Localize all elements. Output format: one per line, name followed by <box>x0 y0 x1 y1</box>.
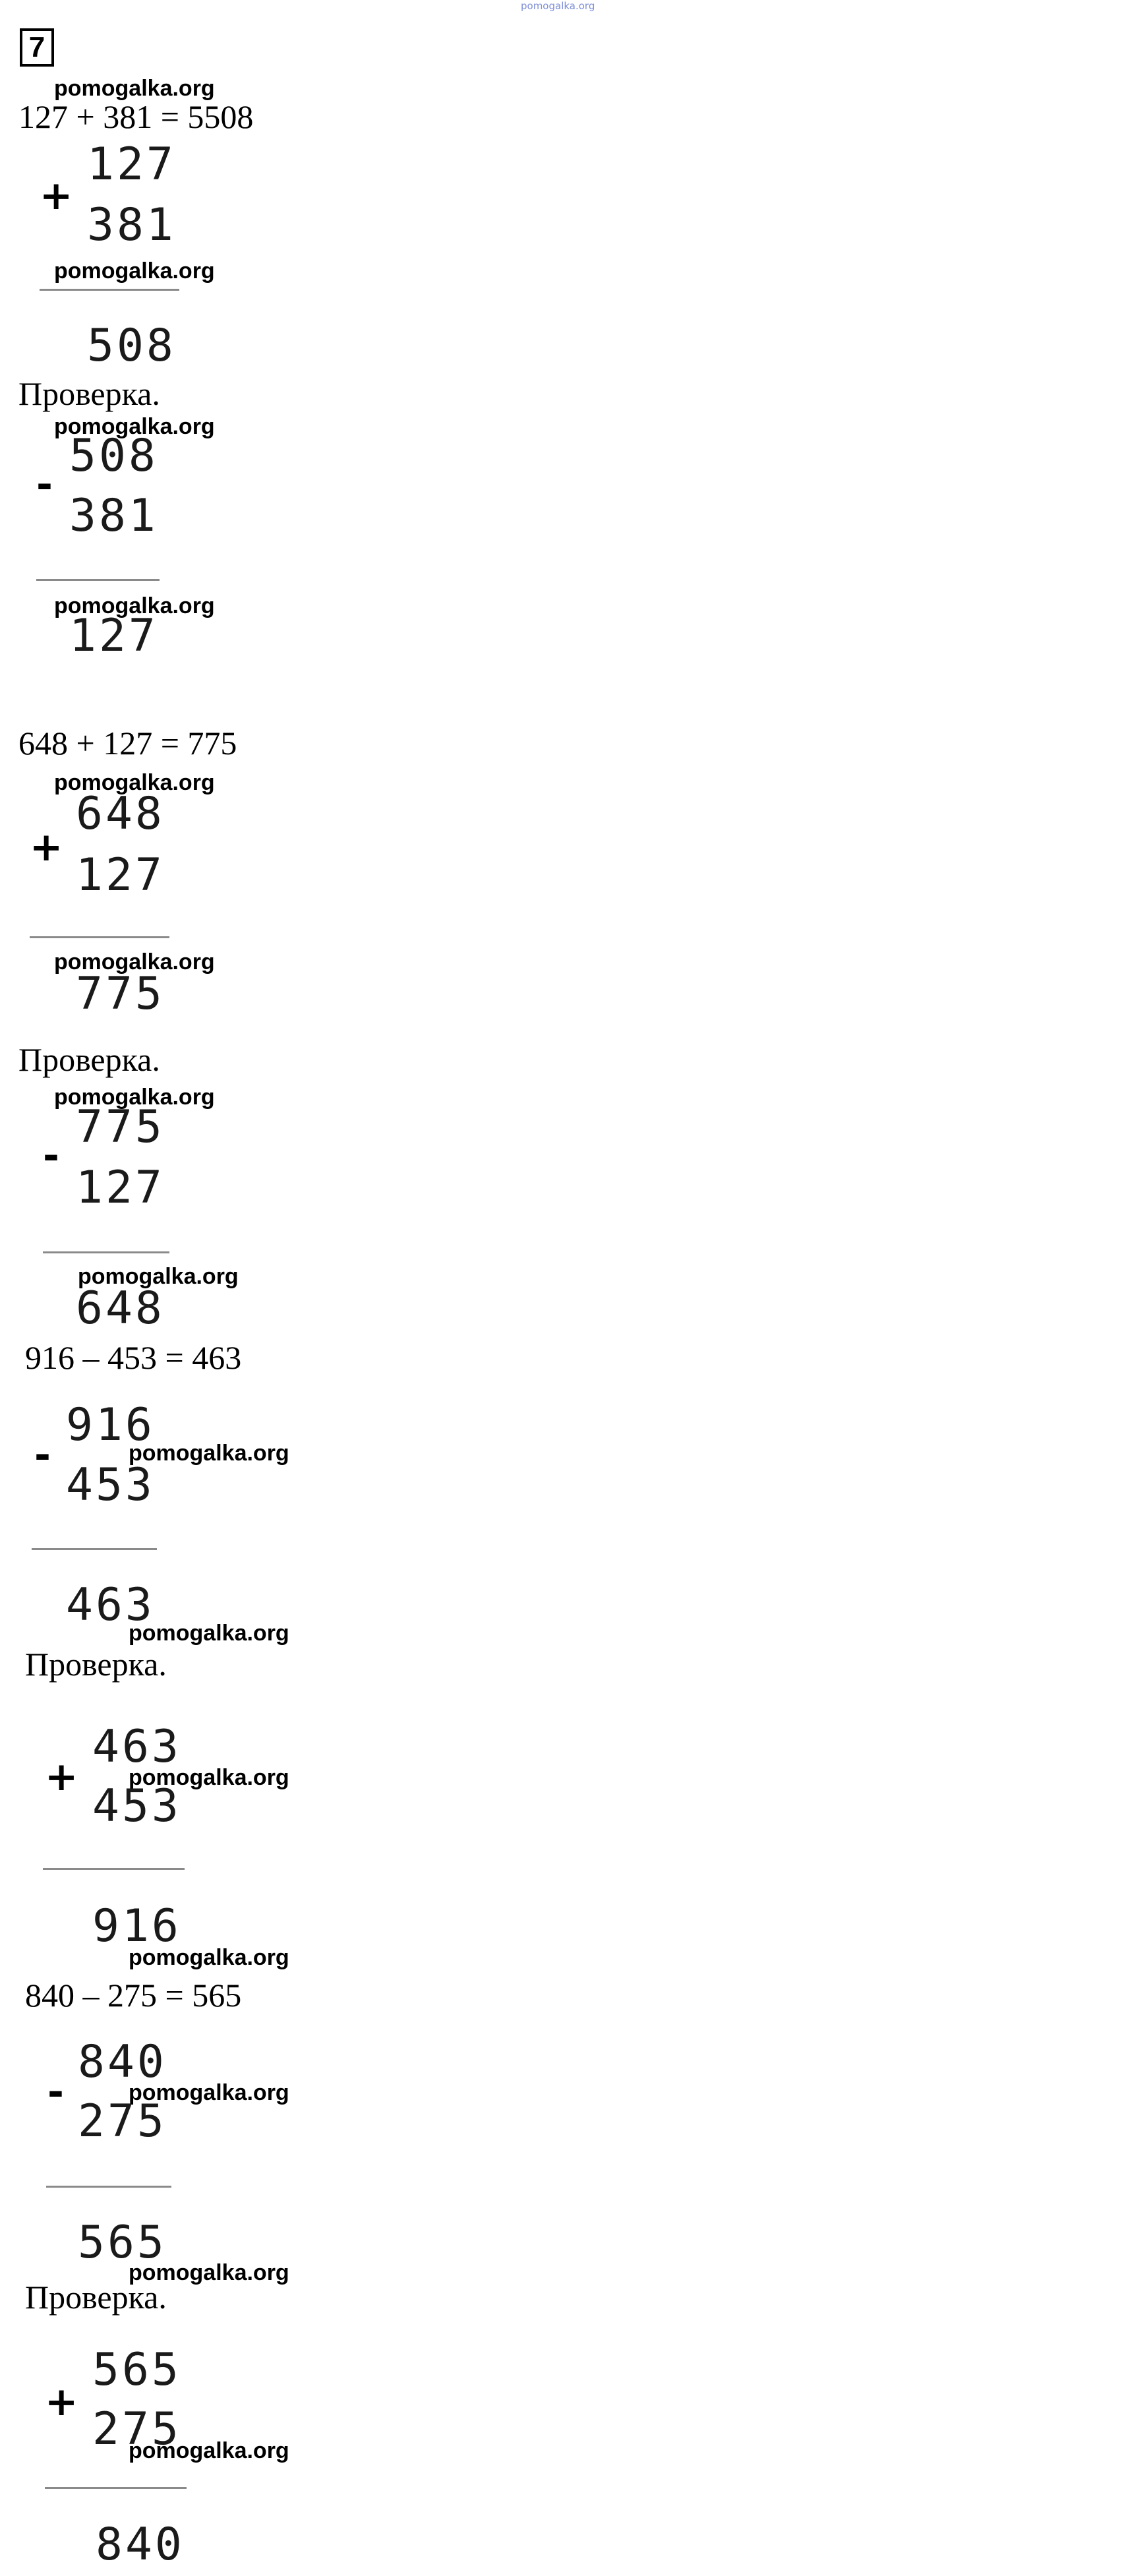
operator-sign: + <box>45 2379 78 2425</box>
operator-sign: + <box>40 173 73 219</box>
result: 916 <box>92 1900 181 1952</box>
difference-line <box>36 579 160 581</box>
equation-4: 840 – 275 = 565 <box>25 1977 242 2014</box>
check-label: Проверка. <box>25 2279 167 2316</box>
operator-sign: + <box>45 1754 78 1800</box>
task-number: 7 <box>28 31 45 63</box>
check-label: Проверка. <box>18 375 160 412</box>
addend-bottom: 127 <box>76 849 165 901</box>
subtrahend: 127 <box>76 1162 165 1214</box>
watermark: pomogalka.org <box>129 1765 289 1790</box>
watermark: pomogalka.org <box>54 76 215 101</box>
addend-bottom: 453 <box>92 1780 181 1832</box>
result: 463 <box>66 1579 155 1631</box>
operator-sign: - <box>43 1133 59 1179</box>
watermark: pomogalka.org <box>54 258 215 284</box>
watermark: pomogalka.org <box>54 770 215 795</box>
sum-line <box>30 936 169 938</box>
watermark: pomogalka.org <box>129 1441 289 1466</box>
minuend: 508 <box>69 430 158 482</box>
subtrahend: 453 <box>66 1459 155 1511</box>
addend-bottom: 381 <box>87 199 176 251</box>
subtrahend: 381 <box>69 490 158 542</box>
operator-sign: - <box>36 462 53 508</box>
watermark: pomogalka.org <box>129 1621 289 1646</box>
result: 840 <box>96 2519 185 2571</box>
difference-line <box>43 1251 169 1253</box>
operator-sign: + <box>30 824 63 870</box>
operator-sign: - <box>34 1432 51 1478</box>
task-number-box <box>20 28 54 67</box>
result: 127 <box>69 610 158 662</box>
watermark: pomogalka.org <box>129 1945 289 1970</box>
check-label: Проверка. <box>25 1646 167 1683</box>
sum-line <box>43 1868 185 1870</box>
minuend: 916 <box>66 1399 155 1451</box>
top-watermark: pomogalka.org <box>521 0 595 12</box>
subtrahend: 275 <box>78 2095 167 2147</box>
difference-line <box>32 1548 157 1550</box>
equation-2: 648 + 127 = 775 <box>18 725 237 762</box>
sum-line <box>45 2487 187 2489</box>
addend-top: 127 <box>87 138 176 191</box>
watermark: pomogalka.org <box>129 2438 289 2463</box>
addend-top: 463 <box>92 1721 181 1773</box>
watermark: pomogalka.org <box>78 1264 239 1289</box>
result: 508 <box>87 320 176 372</box>
minuend: 775 <box>76 1101 165 1153</box>
result: 775 <box>76 968 165 1020</box>
sum-line <box>40 289 179 291</box>
equation-3: 916 – 453 = 463 <box>25 1339 242 1376</box>
difference-line <box>46 2186 171 2188</box>
addend-top: 565 <box>92 2344 181 2396</box>
check-label: Проверка. <box>18 1041 160 1078</box>
result: 565 <box>78 2217 167 2269</box>
equation-1: 127 + 381 = 5508 <box>18 98 254 135</box>
addend-top: 648 <box>76 788 165 840</box>
addend-bottom: 275 <box>92 2403 181 2455</box>
watermark: pomogalka.org <box>54 593 215 618</box>
operator-sign: - <box>47 2069 64 2115</box>
watermark: pomogalka.org <box>54 1085 215 1110</box>
watermark: pomogalka.org <box>129 2080 289 2105</box>
watermark: pomogalka.org <box>54 949 215 974</box>
watermark: pomogalka.org <box>54 414 215 439</box>
minuend: 840 <box>78 2036 167 2088</box>
result: 648 <box>76 1282 165 1334</box>
watermark: pomogalka.org <box>129 2260 289 2285</box>
